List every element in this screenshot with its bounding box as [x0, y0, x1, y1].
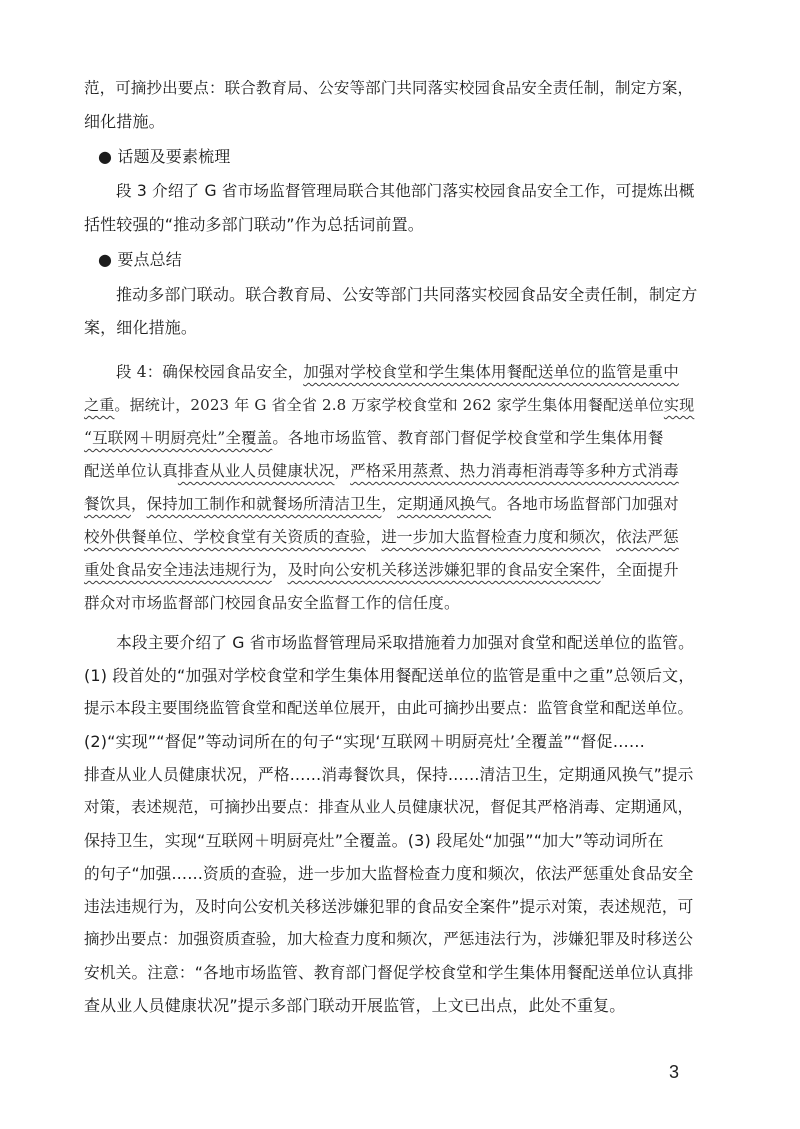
analysis-line: (2)“实现”“督促”等动词所在的句子“实现‘互联网＋明厨亮灶’全覆盖”“督促……: [84, 732, 646, 751]
text-line: 细化措施。: [84, 112, 165, 131]
wavy-underline: 依法严惩: [616, 528, 679, 546]
analysis-line: 本段主要介绍了 G 省市场监督管理局采取措施着力加强对食堂和配送单位的监管。: [116, 633, 695, 652]
analysis-line: 提示本段主要围绕监管食堂和配送单位展开，由此可摘抄出要点：监管食堂和配送单位。: [84, 699, 694, 717]
quoted-paragraph-line: 群众对市场监督部门校园食品安全监督工作的信任度。: [84, 594, 460, 612]
wavy-underline: 重处食品安全违法违规行为: [84, 561, 272, 579]
wavy-underline: “互联网＋明厨亮灶”全覆盖: [84, 429, 273, 447]
wavy-underline: 进一步加大监督检查力度和频次: [381, 528, 601, 546]
wavy-underline: 校外供餐单位、学校食堂有关资质的查验: [84, 528, 366, 546]
analysis-line: 违法违规行为，及时向公安机关移送涉嫌犯罪的食品安全案件”提示对策，表述规范，可: [84, 897, 694, 916]
quoted-paragraph-line: “互联网＋明厨亮灶”全覆盖。各地市场监管、教育部门督促学校食堂和学生集体用餐: [84, 429, 664, 447]
wavy-underline: 餐饮具: [84, 495, 131, 513]
quoted-paragraph-line: 配送单位认真排查从业人员健康状况，严格采用蒸煮、热力消毒柜消毒等多种方式消毒: [84, 462, 679, 480]
page-number: 3: [669, 1062, 680, 1082]
wavy-underline: 严格采用蒸煮、热力消毒柜消毒等多种方式消毒: [350, 462, 679, 480]
analysis-line: 安机关。注意：“各地市场监管、教育部门督促学校食堂和学生集体用餐配送单位认真排: [84, 963, 694, 982]
text-line: 案，细化措施。: [84, 318, 198, 337]
analysis-line: 摘抄出要点：加强资质查验，加大检查力度和频次，严惩违法行为，涉嫌犯罪及时移送公: [84, 930, 694, 948]
analysis-line: 保持卫生，实现“互联网＋明厨亮灶”全覆盖。(3) 段尾处“加强”“加大”等动词所在: [84, 831, 664, 850]
text-line: 推动多部门联动。联合教育局、公安等部门共同落实校园食品安全责任制，制定方: [116, 285, 698, 304]
wavy-underline: 定期通风换气: [397, 495, 491, 513]
wavy-underline: 及时向公安机关移送涉嫌犯罪的食品安全案件: [287, 561, 601, 579]
analysis-line: 查从业人员健康状况”提示多部门联动开展监管，上文已出点，此处不重复。: [84, 996, 626, 1015]
analysis-line: 对策，表述规范，可摘抄出要点：排查从业人员健康状况，督促其严格消毒、定期通风，: [84, 798, 694, 816]
quoted-paragraph-line: 餐饮具，保持加工制作和就餐场所清洁卫生，定期通风换气。各地市场监督部门加强对: [84, 495, 679, 513]
analysis-line: 排查从业人员健康状况，严格……消毒餐饮具，保持……清洁卫生，定期通风换气”提示: [84, 765, 694, 784]
analysis-line: 的句子“加强……资质的查验，进一步加大监督检查力度和频次，依法严惩重处食品安全: [84, 864, 694, 883]
quoted-paragraph-line: 重处食品安全违法违规行为，及时向公安机关移送涉嫌犯罪的食品安全案件，全面提升: [84, 561, 679, 579]
analysis-line: (1) 段首处的“加强对学校食堂和学生集体用餐配送单位的监管是重中之重”总领后文，: [84, 666, 695, 685]
section-heading-summary: ● 要点总结: [98, 250, 182, 269]
text-line: 段 3 介绍了 G 省市场监督管理局联合其他部门落实校园食品安全工作，可提炼出概: [116, 182, 695, 200]
wavy-underline: 加强对学校食堂和学生集体用餐配送单位的监管是重中: [303, 363, 679, 381]
wavy-underline: 排查从业人员健康状况: [177, 462, 335, 480]
text-line: 括性较强的“推动多部门联动”作为总括词前置。: [84, 215, 424, 234]
wavy-underline: 之重: [84, 396, 115, 414]
section-heading-topic: ● 话题及要素梳理: [98, 147, 231, 166]
text-line: 范，可摘抄出要点：联合教育局、公安等部门共同落实校园食品安全责任制，制定方案，: [84, 79, 694, 97]
quoted-paragraph-line: 校外供餐单位、学校食堂有关资质的查验，进一步加大监督检查力度和频次，依法严惩: [84, 528, 679, 546]
wavy-underline: 保持加工制作和就餐场所清洁卫生: [146, 495, 382, 513]
quoted-paragraph-line: 之重。据统计，2023 年 G 省全省 2.8 万家学校食堂和 262 家学生集体用餐配送单位实现: [84, 396, 695, 414]
wavy-underline: 实现: [663, 396, 695, 414]
quoted-paragraph-line: 段 4：确保校园食品安全，加强对学校食堂和学生集体用餐配送单位的监管是重中: [116, 363, 679, 381]
